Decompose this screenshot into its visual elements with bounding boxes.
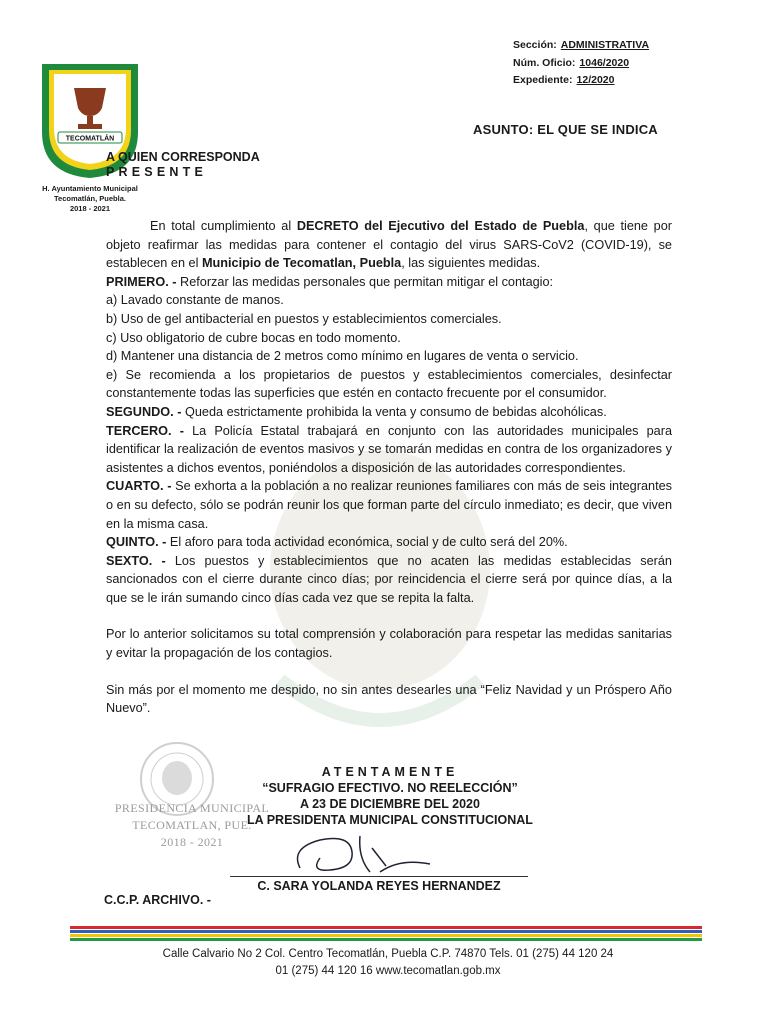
footer-color-bars xyxy=(70,926,702,942)
intro-paragraph xyxy=(106,217,672,273)
logo-caption-line3: 2018 - 2021 xyxy=(69,204,111,213)
primero-label: PRIMERO. - xyxy=(106,274,177,289)
logo-caption xyxy=(20,184,160,214)
oficio-value: 1046/2020 xyxy=(579,56,630,69)
list-item: b) Uso de gel antibacterial en puestos y establecimientos comerciales. xyxy=(106,311,502,326)
signer-name: C. SARA YOLANDA REYES HERNANDEZ xyxy=(230,876,528,893)
segundo-text: Queda estrictamente prohibida la venta y consumo de bebidas alcohólicas. xyxy=(181,404,607,419)
recipient xyxy=(106,150,260,180)
footer-line2: 01 (275) 44 120 16 www.tecomatlan.gob.mx xyxy=(275,965,501,977)
signature-icon xyxy=(290,828,440,883)
tercero-label: TERCERO. - xyxy=(106,423,184,438)
list-item: c) Uso obligatorio de cubre bocas en todo momento. xyxy=(106,330,401,345)
tercero-paragraph xyxy=(106,422,672,478)
bar-green xyxy=(70,938,702,941)
cuarto-label: CUARTO. - xyxy=(106,479,172,494)
tercero-text: La Policía Estatal trabajará en conjunto con las autoridades municipales para identificar la realización de eventos masivos y se tomarán medidas en contra de los organizadores y asistentes a dichos eventos, poniéndolos a disposición de las autoridades correspondientes. xyxy=(106,423,673,475)
stamp-line2: TECOMATLAN, PUE. xyxy=(132,818,252,832)
intro-text-a: En total cumplimiento al xyxy=(150,219,297,233)
bar-yellow xyxy=(70,934,702,937)
cuarto-paragraph xyxy=(106,477,672,533)
sexto-paragraph xyxy=(106,552,672,608)
closing-paragraph-1: Por lo anterior solicitamos su total comprensión y colaboración para respetar las medidas sanitarias y evitar la propagación de los contagios. xyxy=(106,627,672,661)
quinto-paragraph xyxy=(106,533,672,552)
closing-block xyxy=(220,764,560,828)
seccion-label: Sección: xyxy=(513,39,557,51)
stamp-line3: 2018 - 2021 xyxy=(160,835,224,849)
footer-address xyxy=(120,946,656,980)
signer-role: LA PRESIDENTA MUNICIPAL CONSTITUCIONAL xyxy=(247,813,533,827)
intro-municipio: Municipio de Tecomatlan, Puebla xyxy=(201,256,402,271)
asunto: ASUNTO: EL QUE SE INDICA xyxy=(473,122,658,137)
intro-text-e: , las siguientes medidas. xyxy=(401,256,541,271)
closing-paragraph-2: Sin más por el momento me despido, no sin antes desearles una “Feliz Navidad y un Próspero Año Nuevo”. xyxy=(106,682,672,716)
expediente-value: 12/2020 xyxy=(576,74,615,86)
motto: “SUFRAGIO EFECTIVO. NO REELECCIÓN” xyxy=(262,781,518,795)
recipient-line2: PRESENTE xyxy=(106,165,207,179)
intro-text-c: , que tiene por objeto reafirmar las medidas para contener el contagio del virus SARS-CoV2 (COVID-19), se establecen en el xyxy=(106,219,672,271)
quinto-label: QUINTO. - xyxy=(106,535,167,550)
oficio-label: Núm. Oficio: xyxy=(513,56,576,69)
atentamente: ATENTAMENTE xyxy=(321,765,459,779)
logo-caption-line1: H. Ayuntamiento Municipal xyxy=(42,184,138,193)
cuarto-text: Se exhorta a la población a no realizar reuniones familiares con más de seis integrantes o en su defecto, sólo se podrán reunir los que forman parte del círculo inmediato; es decir, que viven en la misma casa. xyxy=(106,479,672,531)
ccp-archivo: C.C.P. ARCHIVO. - xyxy=(104,893,211,907)
quinto-text: El aforo para toda actividad económica, social y de culto será del 20%. xyxy=(166,535,568,550)
intro-decree: DECRETO del Ejecutivo del Estado de Puebla xyxy=(296,219,585,233)
closing-date: A 23 DE DICIEMBRE DEL 2020 xyxy=(300,797,480,811)
logo-badge-text: TECOMATLÁN xyxy=(65,135,115,143)
bar-blue xyxy=(70,930,702,933)
document-metadata xyxy=(513,37,649,90)
letter-body xyxy=(106,217,672,718)
list-item: d) Mantener una distancia de 2 metros como mínimo en lugares de venta o servicio. xyxy=(106,349,579,364)
segundo-label: SEGUNDO. - xyxy=(106,404,182,419)
stamp-line1: PRESIDENCIA MUNICIPAL xyxy=(114,801,270,815)
sexto-label: SEXTO. - xyxy=(106,553,166,568)
expediente-label: Expediente: xyxy=(513,74,573,86)
segundo-paragraph xyxy=(106,403,672,422)
footer-line1: Calle Calvario No 2 Col. Centro Tecomatlán, Puebla C.P. 74870 Tels. 01 (275) 44 120 24 xyxy=(162,948,614,960)
primero-paragraph xyxy=(106,273,672,292)
bar-red xyxy=(70,926,702,929)
list-item: a) Lavado constante de manos. xyxy=(106,293,284,308)
sexto-text: Los puestos y establecimientos que no acaten las medidas establecidas serán sancionados con el cierre durante cinco días; por reincidencia el cierre será por quince días, a la que se le irán sumando cinco días cada vez que se repita la falta. xyxy=(106,553,672,605)
logo-caption-line2: Tecomatlán, Puebla. xyxy=(54,194,126,203)
recipient-line1: A QUIEN CORRESPONDA xyxy=(106,150,260,164)
list-item: e) Se recomienda a los propietarios de puestos y establecimientos comerciales, desinfectar constantemente todas las superficies que estén en contacto frecuente por el consumidor. xyxy=(106,367,672,401)
primero-text: Reforzar las medidas personales que permitan mitigar el contagio: xyxy=(176,274,554,289)
seccion-value: ADMINISTRATIVA xyxy=(560,39,650,51)
